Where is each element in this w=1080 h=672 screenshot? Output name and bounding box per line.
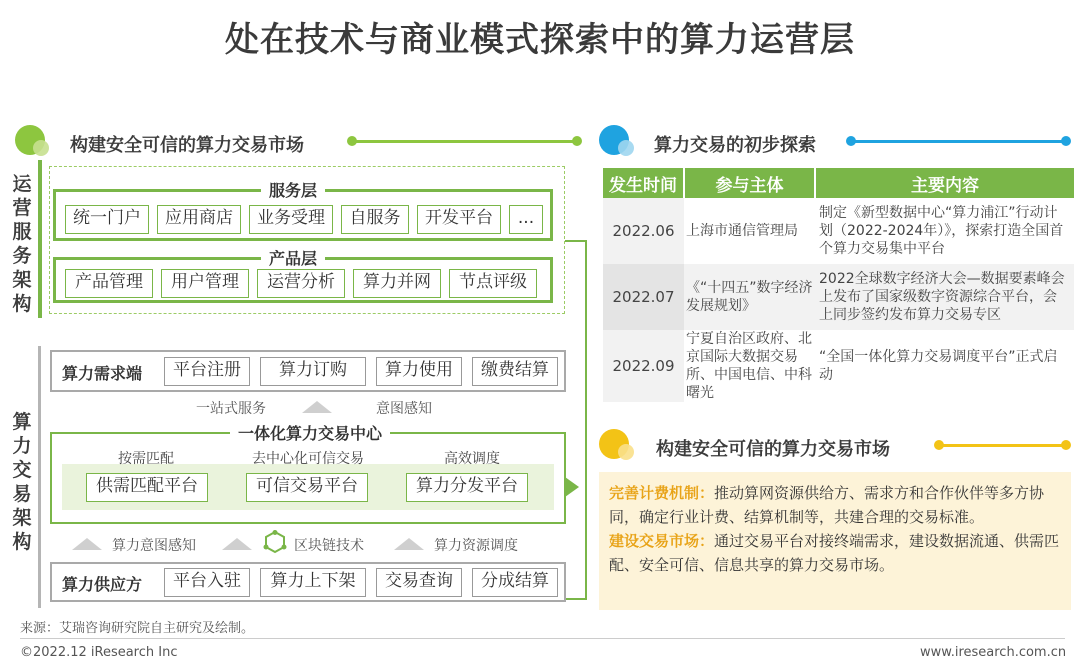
- market-title-dot-end: [1061, 440, 1071, 450]
- table-row: [603, 198, 1074, 264]
- demand-item-use: 算力使用: [376, 357, 462, 386]
- product-item-grid: 算力并网: [353, 269, 441, 298]
- left-title-line: [351, 140, 579, 143]
- triangle-icon: [72, 538, 102, 550]
- market-points-box: [599, 472, 1071, 610]
- ops-label-bar: [38, 160, 42, 318]
- footer-divider: [20, 638, 1065, 639]
- market-point: [609, 481, 1061, 529]
- center-sub-schedule: 高效调度: [444, 451, 500, 467]
- table-cell-party: 《“十四五”数字经济发展规划》: [686, 280, 813, 314]
- market-point-label: 完善计费机制：: [609, 484, 715, 502]
- service-item-portal: 统一门户: [65, 205, 149, 234]
- table-cell-content: 2022全球数字经济大会—数据要素峰会上发布了国家级数字资源综合平台，会上同步签约发布算力交易专区: [819, 271, 1065, 323]
- supply-label: 算力供应方: [62, 575, 143, 594]
- table-row: [603, 330, 1074, 402]
- demand-box: [50, 350, 566, 392]
- tech-blockchain: 区块链技术: [294, 538, 364, 554]
- triangle-icon: [222, 538, 252, 550]
- table-row: [603, 264, 1074, 330]
- supply-item-query: 交易查询: [376, 568, 462, 597]
- trade-arch-label: 算力交易架构: [12, 411, 32, 553]
- table-cell-party: 宁夏自治区政府、北京国际大数据交易所、中国电信、中科曙光: [686, 331, 812, 401]
- circles-icon-yellow: [598, 428, 636, 464]
- table-header: 发生时间: [603, 168, 684, 198]
- demand-item-register: 平台注册: [164, 357, 250, 386]
- triangle-icon: [302, 401, 332, 413]
- service-item-business: 业务受理: [249, 205, 333, 234]
- connector-line-h1: [565, 240, 587, 242]
- market-point: [609, 529, 1061, 577]
- tech-schedule: 算力资源调度: [434, 538, 518, 554]
- ops-service-label: 运营服务架构: [12, 173, 32, 315]
- tech-intent: 算力意图感知: [112, 538, 196, 554]
- market-point-label: 建设交易市场：: [609, 532, 715, 550]
- product-item-analytics: 运营分析: [257, 269, 345, 298]
- exploration-table: [603, 168, 1074, 402]
- supply-item-listing: 算力上下架: [260, 568, 366, 597]
- center-item-match: 供需匹配平台: [86, 473, 208, 502]
- center-sub-trust: 去中心化可信交易: [252, 451, 364, 467]
- triangle-icon: [394, 538, 424, 550]
- circles-icon-green: [14, 124, 50, 160]
- service-item-more: ...: [509, 205, 543, 234]
- table-cell-content: “全国一体化算力交易调度平台”正式启动: [819, 349, 1058, 383]
- circles-icon-blue: [598, 124, 636, 160]
- table-cell-party: 上海市通信管理局: [686, 223, 798, 239]
- connector-line-v: [585, 240, 587, 600]
- market-title-dot: [934, 440, 944, 450]
- trade-label-bar: [38, 346, 41, 608]
- table-header-row: [603, 168, 1074, 198]
- table-cell-date: 2022.09: [603, 330, 684, 402]
- source-note: 来源：艾瑞咨询研究院自主研究及绘制。: [20, 621, 255, 636]
- market-section-title: 构建安全可信的算力交易市场: [656, 439, 890, 460]
- service-item-devplatform: 开发平台: [417, 205, 501, 234]
- market-title-line: [939, 444, 1066, 447]
- table-title-dot: [846, 136, 856, 146]
- table-header: 主要内容: [815, 168, 1074, 198]
- product-item-mgmt: 产品管理: [65, 269, 153, 298]
- table-title-dot-end: [1061, 136, 1071, 146]
- table-cell-date: 2022.07: [603, 264, 684, 330]
- market-point-text: 通过交易平台对接终端需求，建设数据流通、供需匹配、安全可信、信息共享的算力交易市场。: [609, 532, 1060, 574]
- service-layer-box: [53, 181, 553, 241]
- demand-item-order: 算力订购: [260, 357, 366, 386]
- left-title-dot: [347, 136, 357, 146]
- note-intent: 意图感知: [376, 401, 432, 417]
- connector-line-h2: [565, 598, 587, 600]
- center-title: 一体化算力交易中心: [230, 421, 390, 444]
- service-item-appstore: 应用商店: [157, 205, 241, 234]
- demand-label: 算力需求端: [62, 364, 143, 383]
- demand-item-billing: 缴费结算: [472, 357, 558, 386]
- blockchain-icon: [260, 530, 290, 556]
- supply-item-join: 平台入驻: [164, 568, 250, 597]
- supply-box: [50, 562, 566, 602]
- note-onestop: 一站式服务: [196, 401, 266, 417]
- table-title-line: [851, 140, 1066, 143]
- table-section-title: 算力交易的初步探索: [654, 135, 816, 156]
- connector-arrow-icon: [565, 477, 579, 497]
- website: www.iresearch.com.cn: [920, 645, 1067, 660]
- center-sub-match: 按需匹配: [118, 451, 174, 467]
- product-item-users: 用户管理: [161, 269, 249, 298]
- left-section-title: 构建安全可信的算力交易市场: [70, 135, 304, 156]
- left-title-dot-end: [572, 136, 582, 146]
- center-item-trust: 可信交易平台: [246, 473, 368, 502]
- service-layer-title: 服务层: [261, 178, 325, 201]
- product-item-rating: 节点评级: [449, 269, 537, 298]
- table-cell-content: 制定《新型数据中心“算力浦江”行动计划（2022-2024年）》，探索打造全国首个算力交易集中平台: [819, 205, 1064, 257]
- table-cell-date: 2022.06: [603, 198, 684, 264]
- product-layer-box: [53, 249, 553, 303]
- copyright: ©2022.12 iResearch Inc: [20, 645, 178, 660]
- page-title: 处在技术与商业模式探索中的算力运营层: [225, 20, 855, 60]
- supply-item-share: 分成结算: [472, 568, 558, 597]
- center-item-dispatch: 算力分发平台: [406, 473, 528, 502]
- product-layer-title: 产品层: [261, 246, 325, 269]
- market-point-text: 推动算网资源供给方、需求方和合作伙伴等多方协同，确定行业计费、结算机制等，共建合理的交易标准。: [609, 484, 1045, 526]
- service-item-selfservice: 自服务: [341, 205, 409, 234]
- table-header: 参与主体: [684, 168, 815, 198]
- center-box: [50, 424, 566, 524]
